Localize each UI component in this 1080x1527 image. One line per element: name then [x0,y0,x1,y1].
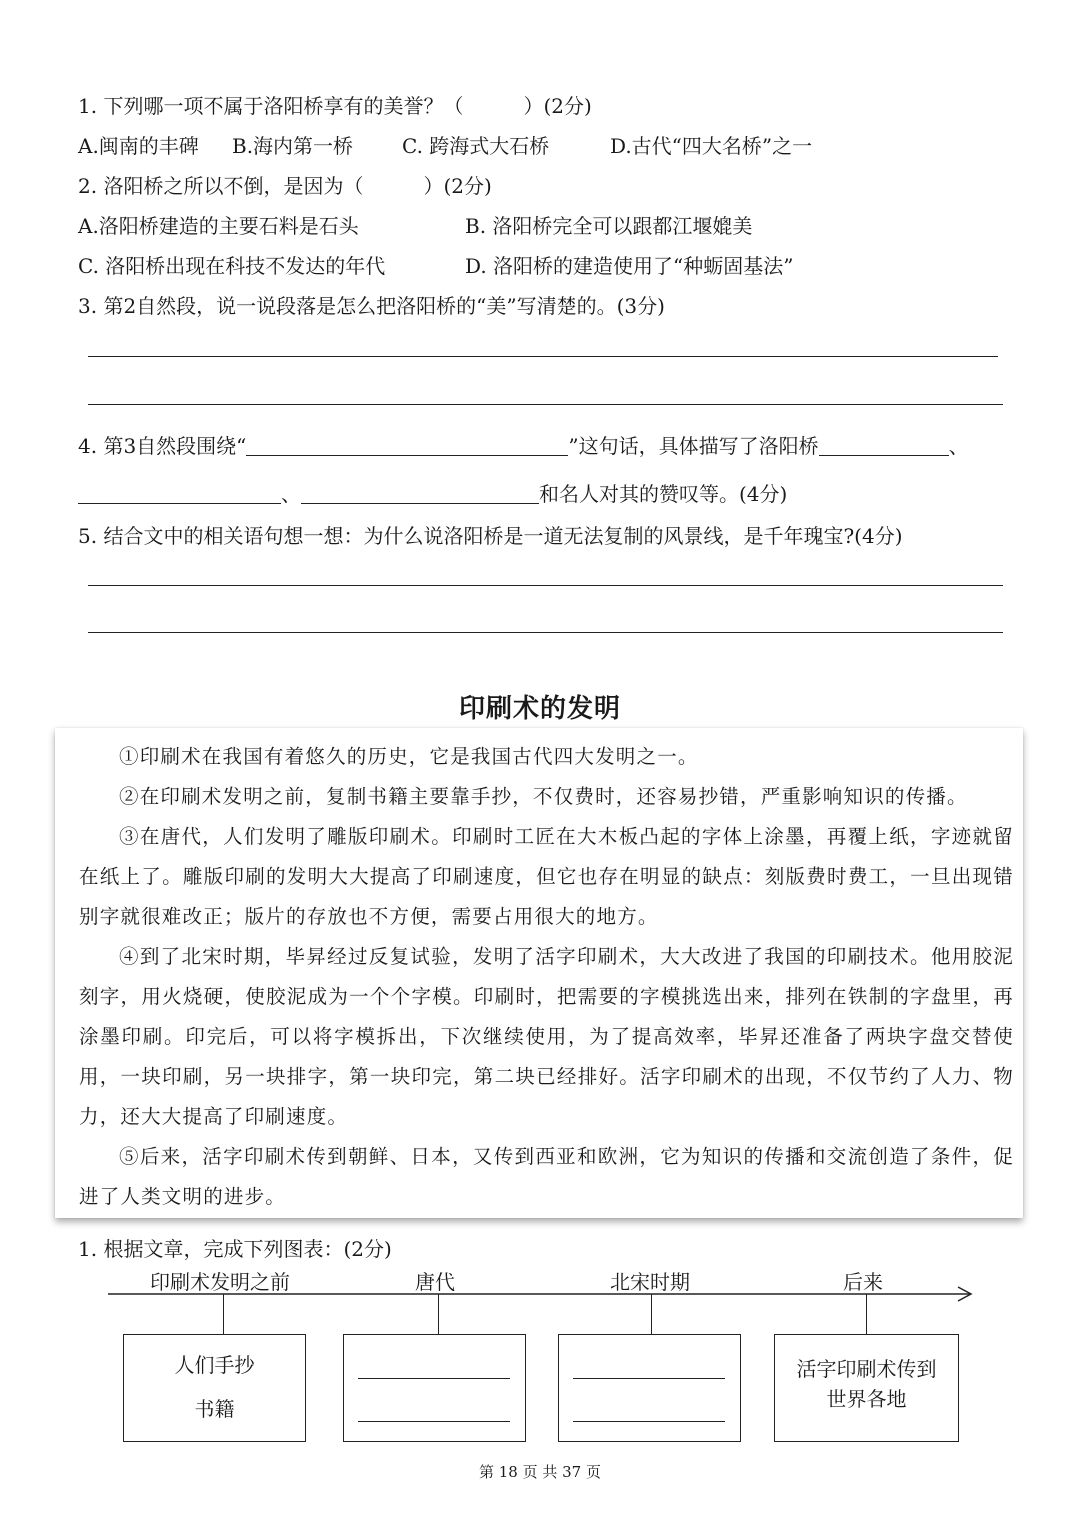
passage-paragraph-4: ④到了北宋时期，毕昇经过反复试验，发明了活字印刷术，大大改进了我国的印刷技术。他用胶泥刻字，用火烧硬，使胶泥成为一个个字模。印刷时，把需要的字模挑选出来，排列在铁制的字盘里，再涂墨印刷。印完后，可以将字模拆出，下次继续使用，为了提高效率，毕昇还准备了两块字盘交替使用，一块印刷，另一块排字，第一块印完，第二块已经排好。活字印刷术的出现，不仅节约了人力、物力，还大大提高了印刷速度。 [79,945,1014,1128]
box-text: 世界各地 [826,1387,907,1411]
timeline-tick [438,1294,439,1334]
question-1-option-b: B.海内第一桥 [232,134,354,158]
passage-paragraph-3: ③在唐代，人们发明了雕版印刷术。印刷时工匠在大木板凸起的字体上涂墨，再覆上纸，字迹就留在纸上了。雕版印刷的发明大大提高了印刷速度，但它也存在明显的缺点：刻版费时费工，一旦出现错别字就很难改正；版片的存放也不方便，需要占用很大的地方。 [79,825,1014,928]
question-2-option-a: A.洛阳桥建造的主要石料是石头 [78,214,359,238]
question-2-option-c: C. 洛阳桥出现在科技不发达的年代 [78,254,386,278]
timeline-box-song [558,1334,741,1442]
box-text: 人们手抄 [174,1353,255,1377]
timeline-tick [651,1294,652,1334]
timeline-label-song: 北宋时期 [610,1270,690,1294]
timeline-label-later: 后来 [843,1270,883,1294]
passage-title: 印刷术的发明 [458,694,621,724]
box-text: 活字印刷术传到 [796,1357,937,1381]
question-2-stem: 2. 洛阳桥之所以不倒，是因为（ ）(2分) [78,174,492,198]
question-4-part-3: 、 [948,434,969,458]
box-text: 书籍 [194,1397,235,1421]
answer-line[interactable] [88,404,1003,405]
question-4-part-2: ”这句话，具体描写了洛阳桥 [568,434,819,458]
question-3-stem: 3. 第2自然段，说一说段落是怎么把洛阳桥的“美”写清楚的。(3分) [78,294,665,318]
blank-line[interactable] [246,433,568,456]
blank-line[interactable] [78,481,281,504]
blank-line[interactable] [819,433,949,456]
question-2-option-b: B. 洛阳桥完全可以跟都江堰媲美 [465,214,753,238]
timeline-label-tang: 唐代 [415,1270,455,1294]
passage-paragraph-1: ①印刷术在我国有着悠久的历史，它是我国古代四大发明之一。 [119,745,699,768]
timeline-box-tang [343,1334,526,1442]
answer-line[interactable] [88,585,1003,586]
chart-question-stem: 1. 根据文章，完成下列图表：(2分) [78,1237,392,1261]
page-footer: 第 18 页 共 37 页 [478,1463,601,1481]
blank-line[interactable] [358,1378,510,1379]
question-2-option-d: D. 洛阳桥的建造使用了“种蛎固基法” [465,254,794,278]
blank-line[interactable] [358,1421,510,1422]
question-1-option-d: D.古代“四大名桥”之一 [610,134,813,158]
answer-line[interactable] [88,632,1003,633]
question-4-part-5: 和名人对其的赞叹等。(4分) [539,482,788,506]
question-1-stem: 1. 下列哪一项不属于洛阳桥享有的美誉？（ ）(2分) [78,94,592,118]
answer-line[interactable] [88,356,998,357]
timeline-tick [866,1294,867,1334]
timeline-arrow [0,1280,1080,1340]
blank-line[interactable] [301,481,539,504]
question-5-stem: 5. 结合文中的相关语句想一想：为什么说洛阳桥是一道无法复制的风景线，是千年瑰宝?(4分) [78,524,903,548]
blank-line[interactable] [573,1421,725,1422]
passage-paragraph-5: ⑤后来，活字印刷术传到朝鲜、日本，又传到西亚和欧洲，它为知识的传播和交流创造了条件，促进了人类文明的进步。 [79,1145,1014,1208]
passage-paragraph-2: ②在印刷术发明之前，复制书籍主要靠手抄，不仅费时，还容易抄错，严重影响知识的传播。 [119,785,968,808]
timeline-box-later [774,1334,959,1442]
question-4-line-1 [78,430,969,459]
timeline-tick [223,1294,224,1334]
question-4-part-4: 、 [281,482,301,506]
timeline-label-before: 印刷术发明之前 [150,1270,290,1294]
question-1-option-c: C. 跨海式大石桥 [402,134,550,158]
passage-box [55,728,1023,1218]
question-4-line-2 [78,478,787,507]
timeline-box-before [123,1334,306,1442]
question-1-option-a: A.闽南的丰碑 [78,134,199,158]
question-4-part-1: 4. 第3自然段围绕“ [78,434,247,458]
blank-line[interactable] [573,1378,725,1379]
